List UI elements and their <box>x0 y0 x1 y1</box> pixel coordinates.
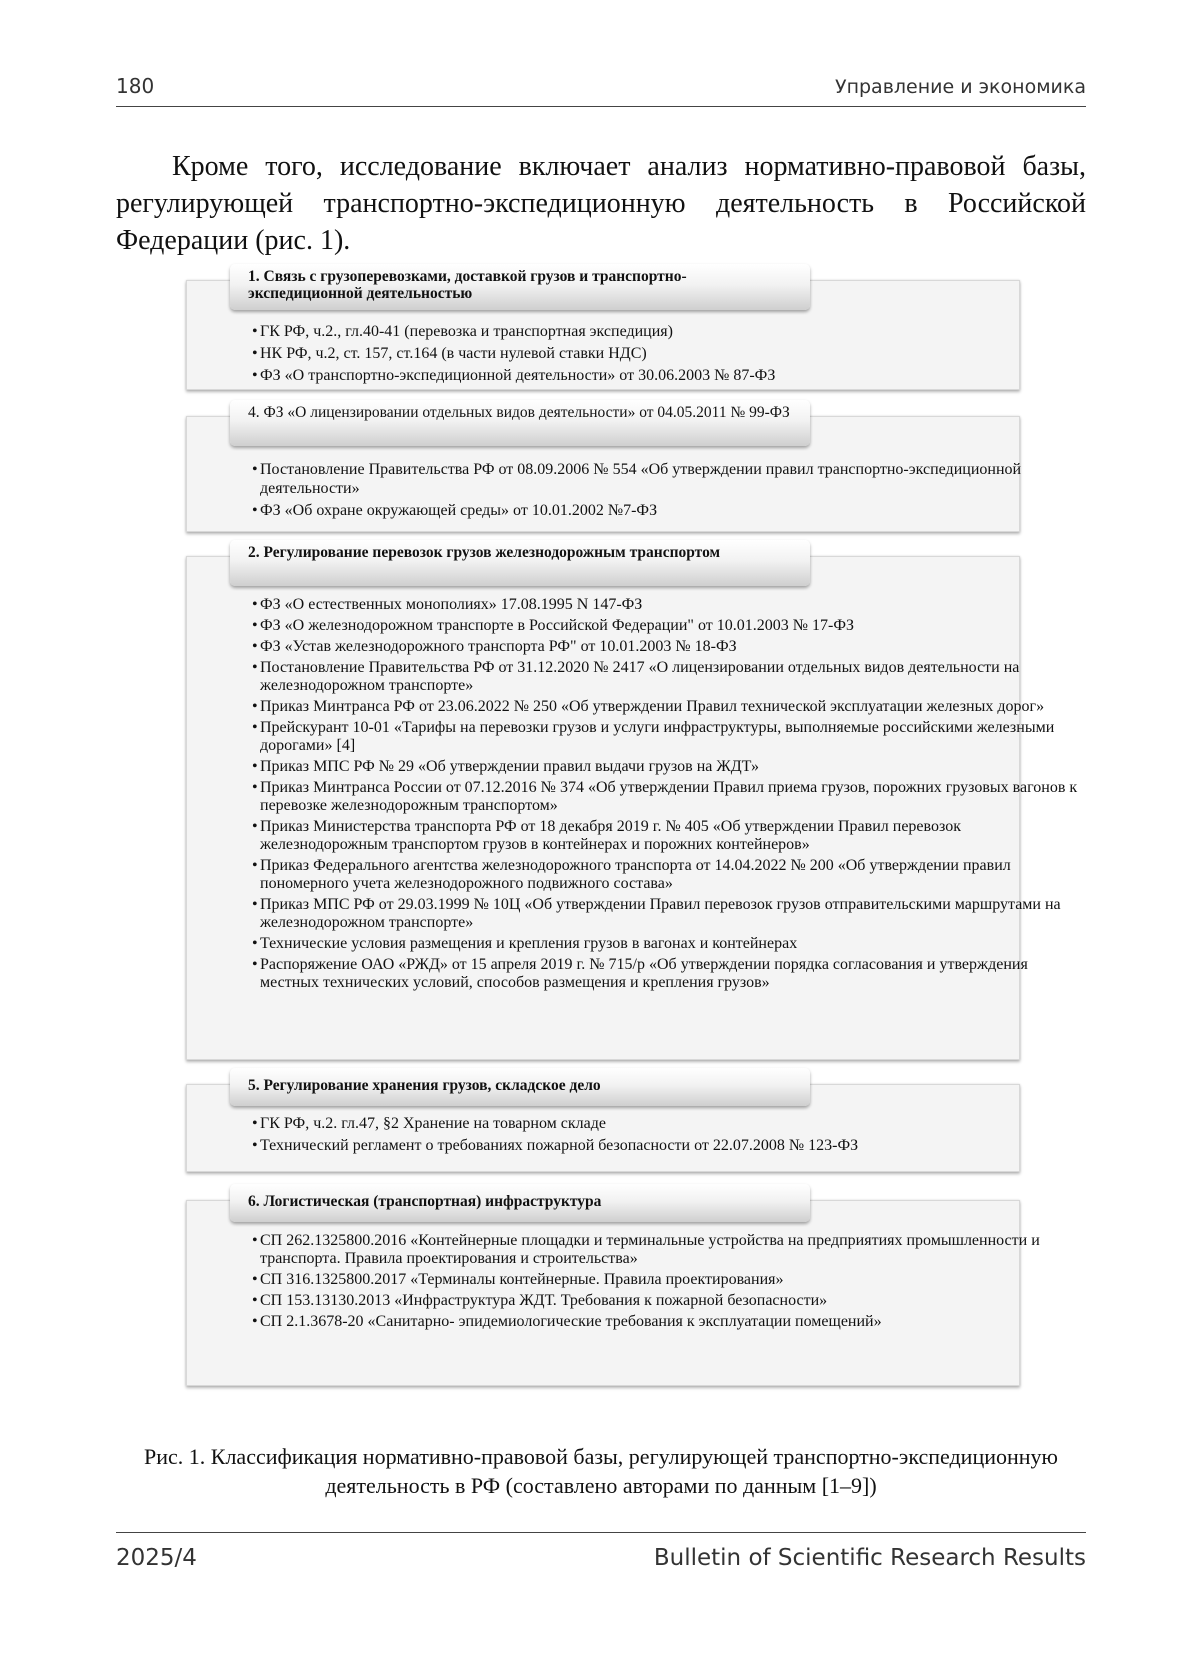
intro-paragraph: Кроме того, исследование включает анализ нормативно-правовой базы, регулирующей транспортно-экспедиционную деятельность в Российской Федерации (рис. 1). <box>116 151 1086 256</box>
group-cargo-transport <box>186 264 1018 390</box>
group-items <box>186 322 1144 388</box>
figure-classification <box>186 264 1078 1384</box>
list-item: • СП 153.13130.2013 «Инфраструктура ЖДТ. Требования к пожарной безопасности» <box>252 1292 1084 1310</box>
group-railway <box>186 540 1078 1058</box>
group-storage <box>186 1068 1018 1170</box>
list-item: • Приказ МПС РФ № 29 «Об утверждении правил выдачи грузов на ЖДТ» <box>252 758 1084 776</box>
list-item: • СП 2.1.3678-20 «Санитарно- эпидемиологические требования к эксплуатации помещений» <box>252 1313 1084 1331</box>
group-items <box>186 1114 1144 1158</box>
list-item: • ГК РФ, ч.2., гл.40-41 (перевозка и транспортная экспедиция) <box>252 322 1084 341</box>
page-number: 180 <box>116 74 155 98</box>
list-item: • Распоряжение ОАО «РЖД» от 15 апреля 2019 г. № 715/р «Об утверждении порядка согласования и утверждения местных технических условий, способов размещения и крепления грузов» <box>252 956 1084 992</box>
list-item: • ФЗ «Об охране окружающей среды» от 10.01.2002 №7-ФЗ <box>252 501 1084 520</box>
list-item: • СП 316.1325800.2017 «Терминалы контейнерные. Правила проектирования» <box>252 1271 1084 1289</box>
list-item: • Постановление Правительства РФ от 08.09.2006 № 554 «Об утверждении правил транспортно-экспедиционной деятельности» <box>252 460 1084 498</box>
issue-number: 2025/4 <box>116 1545 197 1571</box>
group-items <box>186 596 1144 995</box>
list-item: • ФЗ «О естественных монополиях» 17.08.1995 N 147-ФЗ <box>252 596 1084 614</box>
list-item: • Прейскурант 10-01 «Тарифы на перевозки грузов и услуги инфраструктуры, выполняемые российскими железными дорогами» [4] <box>252 719 1084 755</box>
group-items <box>186 1232 1144 1334</box>
list-item: • Приказ Минтранса РФ от 23.06.2022 № 250 «Об утверждении Правил технической эксплуатации железных дорог» <box>252 698 1084 716</box>
list-item: • Приказ Министерства транспорта РФ от 18 декабря 2019 г. № 405 «Об утверждении Правил перевозок железнодорожным транспортом грузов в контейнерах и порожних контейнеров» <box>252 818 1084 854</box>
list-item: • Приказ МПС РФ от 29.03.1999 № 10Ц «Об утверждении Правил перевозок грузов отправительскими маршрутами на железнодорожном транспорте» <box>252 896 1084 932</box>
group-items <box>186 460 1144 523</box>
list-item: • ФЗ «О транспортно-экспедиционной деятельности» от 30.06.2003 № 87-ФЗ <box>252 366 1084 385</box>
list-item: • ФЗ «Устав железнодорожного транспорта РФ" от 10.01.2003 № 18-ФЗ <box>252 638 1084 656</box>
list-item: • СП 262.1325800.2016 «Контейнерные площадки и терминальные устройства на предприятиях промышленности и транспорта. Правила проектирования и строительства» <box>252 1232 1084 1268</box>
section-title: Управление и экономика <box>835 76 1086 98</box>
list-item: • ГК РФ, ч.2. гл.47, §2 Хранение на товарном складе <box>252 1114 1084 1133</box>
list-item: • ФЗ «О железнодорожном транспорте в Российской Федерации" от 10.01.2003 № 17-ФЗ <box>252 617 1084 635</box>
list-item: • Постановление Правительства РФ от 31.12.2020 № 2417 «О лицензировании отдельных видов деятельности на железнодорожном транспорте» <box>252 659 1084 695</box>
figure-caption: Рис. 1. Классификация нормативно-правовой базы, регулирующей транспортно-экспедиционную деятельность в РФ (составлено авторами по данным [1–9]) <box>144 1444 1058 1498</box>
group-title: 6. Логистическая (транспортная) инфраструктура <box>230 1184 810 1222</box>
list-item: • Технические условия размещения и крепления грузов в вагонах и контейнерах <box>252 935 1084 953</box>
group-infrastructure <box>186 1184 1040 1384</box>
group-title: 2. Регулирование перевозок грузов железнодорожным транспортом <box>230 540 810 586</box>
list-item: • Технический регламент о требованиях пожарной безопасности от 22.07.2008 № 123-ФЗ <box>252 1136 1084 1155</box>
group-licensing <box>186 400 1022 532</box>
page-header <box>116 74 1086 107</box>
list-item: • Приказ Минтранса России от 07.12.2016 № 374 «Об утверждении Правил приема грузов, порожних грузовых вагонов к перевозке железнодорожным транспортом» <box>252 779 1084 815</box>
list-item: • НК РФ, ч.2, ст. 157, ст.164 (в части нулевой ставки НДС) <box>252 344 1084 363</box>
page-footer <box>116 1532 1086 1571</box>
group-title: 5. Регулирование хранения грузов, складское дело <box>230 1068 810 1106</box>
group-title: 1. Связь с грузоперевозками, доставкой грузов и транспортно-экспедиционной деятельностью <box>230 264 810 310</box>
list-item: • Приказ Федерального агентства железнодорожного транспорта от 14.04.2022 № 200 «Об утверждении правил пономерного учета железнодорожного подвижного состава» <box>252 857 1084 893</box>
journal-name: Bulletin of Scientific Research Results <box>653 1545 1086 1571</box>
group-title: 4. ФЗ «О лицензировании отдельных видов деятельности» от 04.05.2011 № 99-ФЗ <box>230 400 810 446</box>
